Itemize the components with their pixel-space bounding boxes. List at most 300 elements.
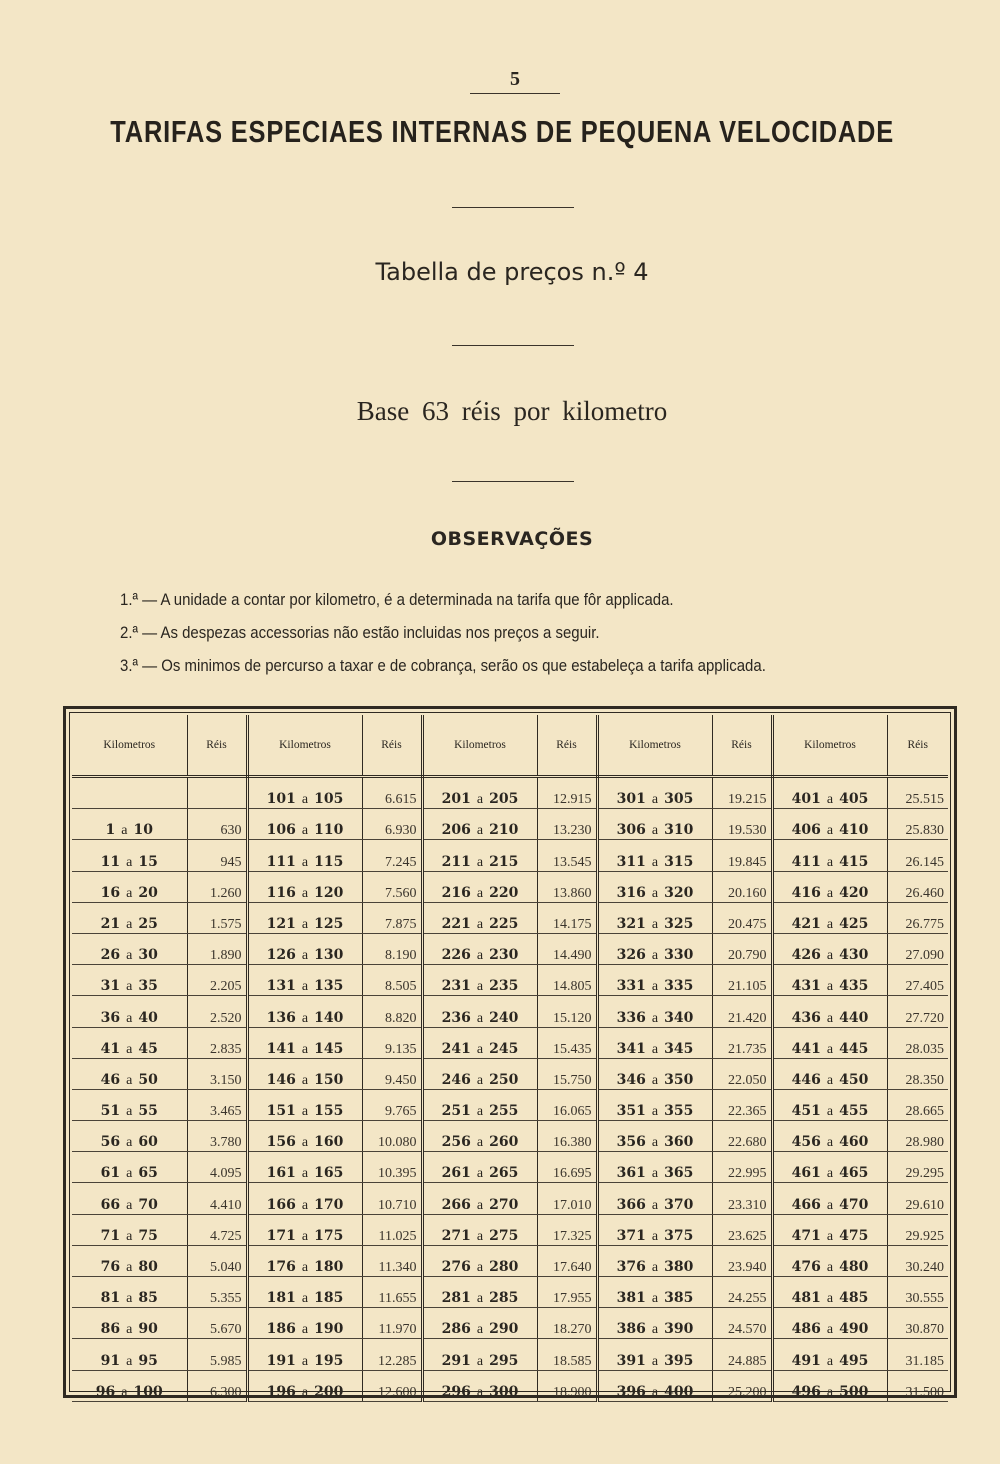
km-range-cell — [72, 1277, 187, 1308]
km-range-cell — [72, 809, 187, 840]
km-from: 336 — [616, 1009, 646, 1026]
km-to: 70 — [138, 1196, 158, 1213]
table-row — [72, 1058, 948, 1089]
reis-cell: 14.805 — [537, 965, 597, 996]
km-from: 256 — [441, 1134, 471, 1151]
reis-cell: 5.355 — [187, 1277, 247, 1308]
km-to: 450 — [839, 1071, 869, 1088]
reis-cell: 12.285 — [362, 1339, 422, 1370]
column-header: Kilometros — [597, 715, 712, 777]
km-from: 211 — [441, 853, 471, 870]
reis-cell: 28.665 — [887, 1089, 948, 1120]
reis-cell: 8.190 — [362, 933, 422, 964]
km-range-cell — [772, 996, 887, 1027]
km-range-cell — [72, 1308, 187, 1339]
km-range-cell — [247, 1058, 362, 1089]
column-header: Réis — [712, 715, 772, 777]
km-range-cell — [772, 777, 887, 809]
km-to: 265 — [489, 1165, 519, 1182]
range-connector: a — [126, 948, 133, 964]
reis-cell: 20.475 — [712, 902, 772, 933]
km-to: 65 — [138, 1165, 158, 1182]
km-range-cell — [422, 1245, 537, 1276]
km-from: 216 — [441, 884, 471, 901]
km-range-cell — [247, 1183, 362, 1214]
table-row — [72, 965, 948, 996]
divider — [452, 481, 574, 482]
km-range-cell — [72, 1121, 187, 1152]
km-range-cell — [597, 1245, 712, 1276]
reis-cell: 29.925 — [887, 1214, 948, 1245]
reis-cell: 28.035 — [887, 1027, 948, 1058]
km-range-cell — [422, 902, 537, 933]
km-from: 246 — [441, 1071, 471, 1088]
table-row — [72, 1152, 948, 1183]
reis-cell: 20.160 — [712, 871, 772, 902]
km-range-cell — [772, 840, 887, 871]
range-connector: a — [826, 1384, 834, 1400]
km-range-cell — [247, 809, 362, 840]
km-from: 11 — [100, 853, 121, 870]
reis-cell: 15.435 — [537, 1027, 597, 1058]
reis-cell: 5.985 — [187, 1339, 247, 1370]
range-connector: a — [476, 1197, 484, 1213]
km-range-cell — [72, 933, 187, 964]
range-connector: a — [826, 854, 834, 870]
km-range-cell — [597, 1089, 712, 1120]
km-range-cell — [772, 1339, 887, 1370]
km-to: 345 — [664, 1040, 694, 1057]
km-range-cell — [772, 902, 887, 933]
km-to: 230 — [489, 947, 519, 964]
km-range-cell — [72, 1214, 187, 1245]
range-connector: a — [126, 1010, 133, 1026]
km-to: 210 — [489, 822, 519, 839]
km-from: 201 — [441, 791, 471, 808]
km-to: 305 — [664, 791, 694, 808]
reis-cell: 21.105 — [712, 965, 772, 996]
table-row — [72, 1027, 948, 1058]
reis-cell: 1.260 — [187, 871, 247, 902]
km-to: 110 — [314, 822, 344, 839]
reis-cell: 6.615 — [362, 777, 422, 809]
km-to: 140 — [314, 1009, 344, 1026]
range-connector: a — [126, 1291, 133, 1307]
km-to: 60 — [138, 1134, 158, 1151]
km-to: 275 — [489, 1227, 519, 1244]
reis-cell: 27.720 — [887, 996, 948, 1027]
range-connector: a — [476, 854, 484, 870]
km-from: 386 — [616, 1321, 646, 1338]
reis-cell: 22.050 — [712, 1058, 772, 1089]
km-to: 340 — [664, 1009, 694, 1026]
table-row — [72, 1308, 948, 1339]
km-from: 331 — [616, 978, 646, 995]
km-range-cell — [772, 809, 887, 840]
km-range-cell — [597, 1058, 712, 1089]
km-to: 150 — [314, 1071, 344, 1088]
range-connector: a — [476, 1228, 484, 1244]
km-to: 455 — [839, 1103, 869, 1120]
km-from: 281 — [441, 1290, 471, 1307]
range-connector: a — [476, 1041, 484, 1057]
km-range-cell — [72, 1370, 187, 1401]
column-header: Réis — [537, 715, 597, 777]
km-range-cell — [247, 1308, 362, 1339]
range-connector: a — [301, 1166, 309, 1182]
km-range-cell — [247, 1245, 362, 1276]
km-from: 176 — [266, 1259, 296, 1275]
reis-cell: 12.600 — [362, 1370, 422, 1401]
reis-cell: 16.065 — [537, 1089, 597, 1120]
table-row — [72, 777, 948, 809]
range-connector: a — [476, 1322, 484, 1338]
km-from: 436 — [791, 1009, 821, 1026]
page-title: TARIFAS ESPECIAES INTERNAS DE PEQUENA VELOCIDADE — [110, 114, 895, 149]
km-to: 130 — [314, 947, 344, 964]
km-range-cell — [422, 1308, 537, 1339]
reis-cell: 9.135 — [362, 1027, 422, 1058]
km-range-cell — [422, 1089, 537, 1120]
divider — [452, 345, 574, 346]
reis-cell: 3.465 — [187, 1089, 247, 1120]
km-to: 310 — [664, 822, 694, 839]
km-range-cell — [772, 1089, 887, 1120]
range-connector: a — [826, 792, 834, 808]
reis-cell: 630 — [187, 809, 247, 840]
km-from: 416 — [791, 884, 821, 901]
km-range-cell — [72, 996, 187, 1027]
reis-cell: 11.655 — [362, 1277, 422, 1308]
range-connector: a — [476, 1384, 484, 1400]
km-range-cell — [772, 1308, 887, 1339]
reis-cell: 20.790 — [712, 933, 772, 964]
reis-cell: 10.080 — [362, 1121, 422, 1152]
km-range-cell — [597, 1152, 712, 1183]
km-from: 261 — [441, 1165, 471, 1182]
km-to: 220 — [489, 884, 519, 901]
range-connector: a — [651, 979, 659, 995]
km-from: 376 — [616, 1259, 646, 1275]
km-range-cell — [72, 1245, 187, 1276]
km-to: 430 — [839, 947, 869, 964]
range-connector: a — [651, 1041, 659, 1057]
km-to: 355 — [664, 1103, 694, 1120]
range-connector: a — [301, 792, 309, 808]
km-range-cell — [72, 1027, 187, 1058]
range-connector: a — [651, 1197, 659, 1213]
range-connector: a — [476, 1260, 484, 1275]
km-range-cell — [422, 996, 537, 1027]
km-range-cell — [247, 1089, 362, 1120]
km-from: 61 — [100, 1165, 121, 1182]
km-from: 181 — [266, 1290, 296, 1307]
km-from: 41 — [100, 1040, 121, 1057]
km-range-cell — [597, 1370, 712, 1401]
range-connector: a — [651, 792, 659, 808]
reis-cell: 23.625 — [712, 1214, 772, 1245]
km-to: 300 — [489, 1383, 519, 1400]
km-from: 66 — [100, 1196, 121, 1213]
column-header: Kilometros — [72, 715, 187, 777]
km-from: 316 — [616, 884, 646, 901]
range-connector: a — [826, 885, 834, 901]
column-header: Réis — [187, 715, 247, 777]
range-connector: a — [651, 1072, 659, 1088]
km-to: 40 — [138, 1009, 158, 1026]
km-range-cell — [597, 1339, 712, 1370]
km-range-cell — [597, 965, 712, 996]
km-from: 381 — [616, 1290, 646, 1307]
km-to: 495 — [839, 1352, 869, 1369]
km-from: 491 — [791, 1352, 821, 1369]
reis-cell: 1.575 — [187, 902, 247, 933]
reis-cell: 1.890 — [187, 933, 247, 964]
km-to: 120 — [314, 884, 344, 901]
reis-cell: 7.245 — [362, 840, 422, 871]
reis-cell: 27.090 — [887, 933, 948, 964]
km-from: 51 — [100, 1103, 121, 1120]
reis-cell: 28.350 — [887, 1058, 948, 1089]
km-from: 251 — [441, 1103, 471, 1120]
km-range-cell — [422, 1058, 537, 1089]
km-from: 1 — [105, 822, 116, 839]
km-to: 15 — [138, 853, 158, 870]
reis-cell: 16.380 — [537, 1121, 597, 1152]
km-range-cell — [772, 1277, 887, 1308]
reis-cell: 19.530 — [712, 809, 772, 840]
reis-cell: 17.325 — [537, 1214, 597, 1245]
km-to: 25 — [138, 915, 158, 932]
range-connector: a — [476, 1072, 484, 1088]
km-range-cell — [597, 1183, 712, 1214]
km-from: 241 — [441, 1040, 471, 1057]
km-range-cell — [247, 1121, 362, 1152]
km-range-cell — [422, 777, 537, 809]
km-from: 171 — [266, 1227, 296, 1244]
km-from: 411 — [791, 853, 821, 870]
km-from: 106 — [266, 822, 296, 839]
km-range-cell — [72, 1089, 187, 1120]
km-range-cell — [597, 871, 712, 902]
price-table — [72, 715, 948, 1402]
km-from: 71 — [100, 1227, 121, 1244]
km-range-cell — [247, 1152, 362, 1183]
km-range-cell — [72, 871, 187, 902]
reis-cell: 22.995 — [712, 1152, 772, 1183]
range-connector: a — [826, 823, 834, 839]
km-range-cell — [772, 1183, 887, 1214]
range-connector: a — [651, 823, 659, 839]
km-to: 55 — [138, 1103, 158, 1120]
range-connector: a — [826, 979, 834, 995]
km-to: 100 — [133, 1383, 163, 1400]
km-to: 370 — [664, 1196, 694, 1213]
km-range-cell — [422, 1339, 537, 1370]
km-to: 95 — [138, 1352, 158, 1369]
km-from: 31 — [100, 978, 121, 995]
table-row — [72, 1245, 948, 1276]
km-range-cell — [422, 1027, 537, 1058]
reis-cell: 22.365 — [712, 1089, 772, 1120]
reis-cell: 18.585 — [537, 1339, 597, 1370]
range-connector: a — [476, 1166, 484, 1182]
reis-cell: 24.255 — [712, 1277, 772, 1308]
km-to: 330 — [664, 947, 694, 964]
km-to: 400 — [664, 1383, 694, 1400]
km-to: 85 — [138, 1290, 158, 1307]
table-header-row — [72, 715, 948, 777]
observations-title: OBSERVAÇÕES — [430, 528, 594, 550]
reis-cell: 24.570 — [712, 1308, 772, 1339]
column-header: Kilometros — [247, 715, 362, 777]
table-row — [72, 1339, 948, 1370]
range-connector: a — [301, 1010, 309, 1026]
range-connector: a — [301, 1353, 309, 1369]
range-connector: a — [126, 979, 133, 995]
table-row — [72, 1214, 948, 1245]
km-to: 410 — [839, 822, 869, 839]
range-connector: a — [826, 1010, 834, 1026]
km-to: 235 — [489, 978, 519, 995]
km-to: 175 — [314, 1227, 344, 1244]
table-row — [72, 1121, 948, 1152]
table-row — [72, 1277, 948, 1308]
km-range-cell — [422, 1183, 537, 1214]
km-range-cell — [72, 1183, 187, 1214]
range-connector: a — [651, 1166, 659, 1182]
range-connector: a — [826, 1072, 834, 1088]
km-to: 180 — [314, 1259, 344, 1275]
km-to: 255 — [489, 1103, 519, 1120]
km-from: 231 — [441, 978, 471, 995]
km-to: 480 — [839, 1259, 869, 1275]
reis-cell: 17.640 — [537, 1245, 597, 1276]
km-from: 451 — [791, 1103, 821, 1120]
table-row — [72, 871, 948, 902]
reis-cell: 3.780 — [187, 1121, 247, 1152]
range-connector: a — [476, 1104, 484, 1120]
km-range-cell — [772, 933, 887, 964]
range-connector: a — [651, 1291, 659, 1307]
km-from: 21 — [100, 915, 121, 932]
km-to: 105 — [314, 791, 344, 808]
observation-item: 2.ª — As despezas accessorias não estão incluidas nos preços a seguir. — [120, 623, 600, 642]
km-to: 320 — [664, 884, 694, 901]
reis-cell: 3.150 — [187, 1058, 247, 1089]
reis-cell: 14.490 — [537, 933, 597, 964]
km-from: 161 — [266, 1165, 296, 1182]
reis-cell: 19.845 — [712, 840, 772, 871]
range-connector: a — [126, 1135, 133, 1151]
reis-cell: 21.735 — [712, 1027, 772, 1058]
km-to: 270 — [489, 1196, 519, 1213]
km-from: 196 — [266, 1383, 296, 1400]
km-range-cell — [597, 1308, 712, 1339]
km-range-cell — [422, 1277, 537, 1308]
km-from: 306 — [616, 822, 646, 839]
km-to: 475 — [839, 1227, 869, 1244]
km-from: 481 — [791, 1290, 821, 1307]
km-range-cell — [422, 1370, 537, 1401]
range-connector: a — [126, 1072, 133, 1088]
km-to: 170 — [314, 1196, 344, 1213]
reis-cell: 10.710 — [362, 1183, 422, 1214]
table-row — [72, 933, 948, 964]
km-to: 190 — [314, 1321, 344, 1338]
km-range-cell — [72, 902, 187, 933]
km-range-cell — [597, 996, 712, 1027]
reis-cell: 15.750 — [537, 1058, 597, 1089]
km-range-cell — [422, 1152, 537, 1183]
km-from: 326 — [616, 947, 646, 964]
km-from: 456 — [791, 1134, 821, 1151]
reis-cell: 31.185 — [887, 1339, 948, 1370]
km-to: 325 — [664, 915, 694, 932]
km-from: 206 — [441, 822, 471, 839]
range-connector: a — [126, 854, 133, 870]
reis-cell: 28.980 — [887, 1121, 948, 1152]
range-connector: a — [651, 1228, 659, 1244]
reis-cell: 14.175 — [537, 902, 597, 933]
range-connector: a — [126, 1353, 133, 1369]
range-connector: a — [826, 948, 834, 964]
km-from: 91 — [100, 1352, 121, 1369]
km-to: 200 — [314, 1383, 344, 1400]
reis-cell: 5.040 — [187, 1245, 247, 1276]
range-connector: a — [301, 1072, 309, 1088]
km-to: 365 — [664, 1165, 694, 1182]
km-to: 360 — [664, 1134, 694, 1151]
reis-cell: 26.145 — [887, 840, 948, 871]
table-row — [72, 1089, 948, 1120]
reis-cell: 13.230 — [537, 809, 597, 840]
km-range-cell — [597, 1214, 712, 1245]
reis-cell: 10.395 — [362, 1152, 422, 1183]
km-from: 391 — [616, 1352, 646, 1369]
reis-cell: 25.515 — [887, 777, 948, 809]
range-connector: a — [651, 1322, 659, 1338]
range-connector: a — [826, 1104, 834, 1120]
km-range-cell — [422, 933, 537, 964]
range-connector: a — [651, 1135, 659, 1151]
reis-cell: 24.885 — [712, 1339, 772, 1370]
reis-cell: 6.930 — [362, 809, 422, 840]
km-from: 396 — [616, 1383, 646, 1400]
reis-cell: 17.955 — [537, 1277, 597, 1308]
range-connector: a — [651, 1353, 659, 1369]
km-to: 425 — [839, 915, 869, 932]
km-to: 135 — [314, 978, 344, 995]
km-range-cell — [597, 1027, 712, 1058]
reis-cell: 4.725 — [187, 1214, 247, 1245]
range-connector: a — [826, 1166, 834, 1182]
km-range-cell — [422, 871, 537, 902]
km-range-cell — [422, 1121, 537, 1152]
reis-cell: 8.820 — [362, 996, 422, 1027]
reis-cell: 9.450 — [362, 1058, 422, 1089]
km-to: 240 — [489, 1009, 519, 1026]
km-to: 465 — [839, 1165, 869, 1182]
range-connector: a — [301, 1260, 309, 1275]
km-range-cell — [72, 1339, 187, 1370]
km-from: 36 — [100, 1009, 121, 1026]
km-to: 10 — [133, 822, 153, 839]
range-connector: a — [126, 885, 133, 901]
km-from: 286 — [441, 1321, 471, 1338]
km-range-cell — [772, 965, 887, 996]
km-from: 56 — [100, 1134, 121, 1151]
